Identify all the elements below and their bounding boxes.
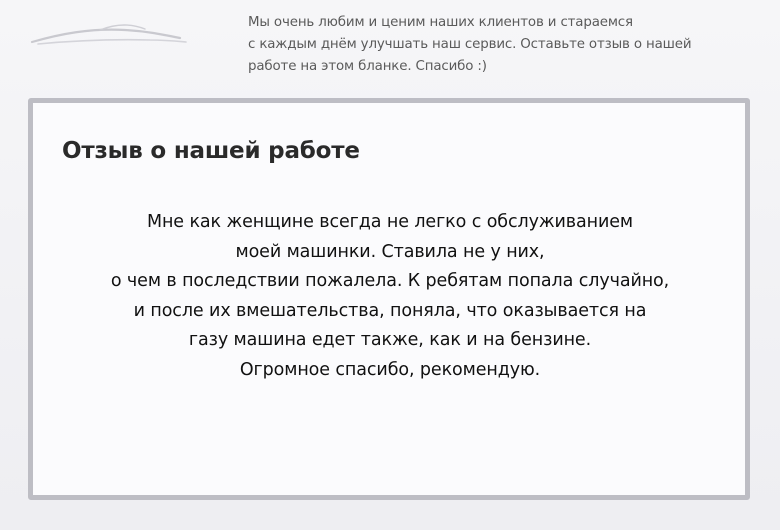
car-silhouette-icon xyxy=(30,20,190,50)
intro-line: с каждым днём улучшать наш сервис. Оставьте отзыв о нашей xyxy=(248,37,692,52)
intro-line: Мы очень любим и ценим наших клиентов и стараемся xyxy=(248,15,633,30)
handwritten-review xyxy=(40,208,740,386)
intro-text xyxy=(248,12,748,78)
review-line: Огромное спасибо, рекомендую. xyxy=(239,359,541,380)
review-line: и после их вмешательства, поняла, что оказывается на xyxy=(133,300,647,321)
review-line: газу машина едет также, как и на бензине. xyxy=(188,330,592,351)
review-line: моей машинки. Ставила не у них, xyxy=(235,241,545,262)
review-line: Мне как женщине всегда не легко с обслуживанием xyxy=(146,212,634,232)
form-title: Отзыв о нашей работе xyxy=(62,138,360,164)
intro-line: работе на этом бланке. Спасибо :) xyxy=(248,59,487,74)
review-line: о чем в последствии пожалела. К ребятам попала случайно, xyxy=(110,271,670,292)
